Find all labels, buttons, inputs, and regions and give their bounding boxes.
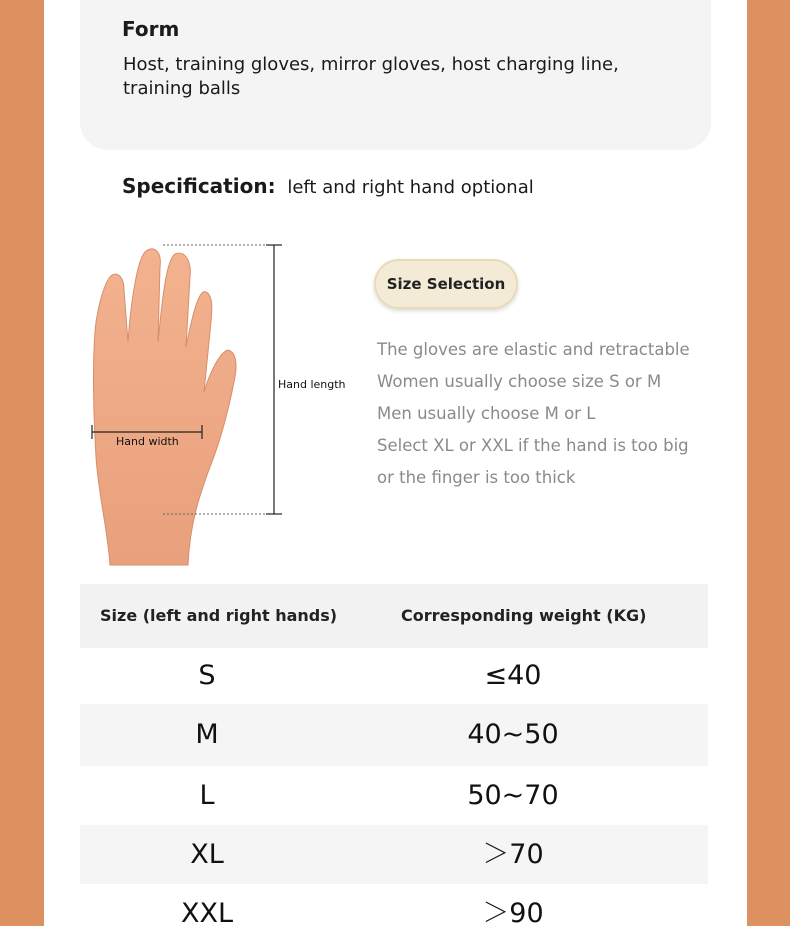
table-row xyxy=(80,704,708,766)
table-row xyxy=(80,884,708,943)
note-line: Select XL or XXL if the hand is too big xyxy=(377,436,689,455)
weight-cell: 40~50 xyxy=(467,719,559,750)
specification-value: left and right hand optional xyxy=(287,177,534,198)
table-row xyxy=(80,648,708,704)
weight-cell: 50~70 xyxy=(467,780,559,811)
form-contents: Host, training gloves, mirror gloves, host charging line, training balls xyxy=(123,54,619,99)
size-cell: S xyxy=(198,660,216,691)
table-header xyxy=(80,584,708,648)
right-border xyxy=(747,0,790,926)
header-size: Size (left and right hands) xyxy=(100,606,338,625)
note-line: or the finger is too thick xyxy=(377,468,576,487)
hand-length-label: Hand length xyxy=(278,378,346,391)
left-border xyxy=(0,0,44,926)
form-title: Form xyxy=(122,17,180,41)
note-line: Men usually choose M or L xyxy=(377,404,596,423)
note-line: Women usually choose size S or M xyxy=(377,372,662,391)
size-cell: M xyxy=(195,719,219,750)
table-row xyxy=(80,766,708,825)
specification xyxy=(122,174,534,198)
specification-label: Specification: xyxy=(122,174,276,198)
table-row xyxy=(80,825,708,884)
size-notes xyxy=(377,334,717,494)
size-cell: XXL xyxy=(180,898,234,929)
size-cell: XL xyxy=(190,839,224,870)
hand-image xyxy=(93,249,236,565)
size-cell: L xyxy=(199,780,215,811)
header-weight: Corresponding weight (KG) xyxy=(401,606,647,625)
note-line: The gloves are elastic and retractable xyxy=(377,340,690,359)
size-table xyxy=(80,584,708,943)
hand-measurement-diagram xyxy=(80,232,370,572)
weight-cell: ＞90 xyxy=(482,898,544,929)
weight-cell: ≤40 xyxy=(484,660,542,691)
size-selection-badge: Size Selection xyxy=(374,259,518,309)
hand-width-label: Hand width xyxy=(116,435,179,448)
weight-cell: ＞70 xyxy=(482,839,544,870)
